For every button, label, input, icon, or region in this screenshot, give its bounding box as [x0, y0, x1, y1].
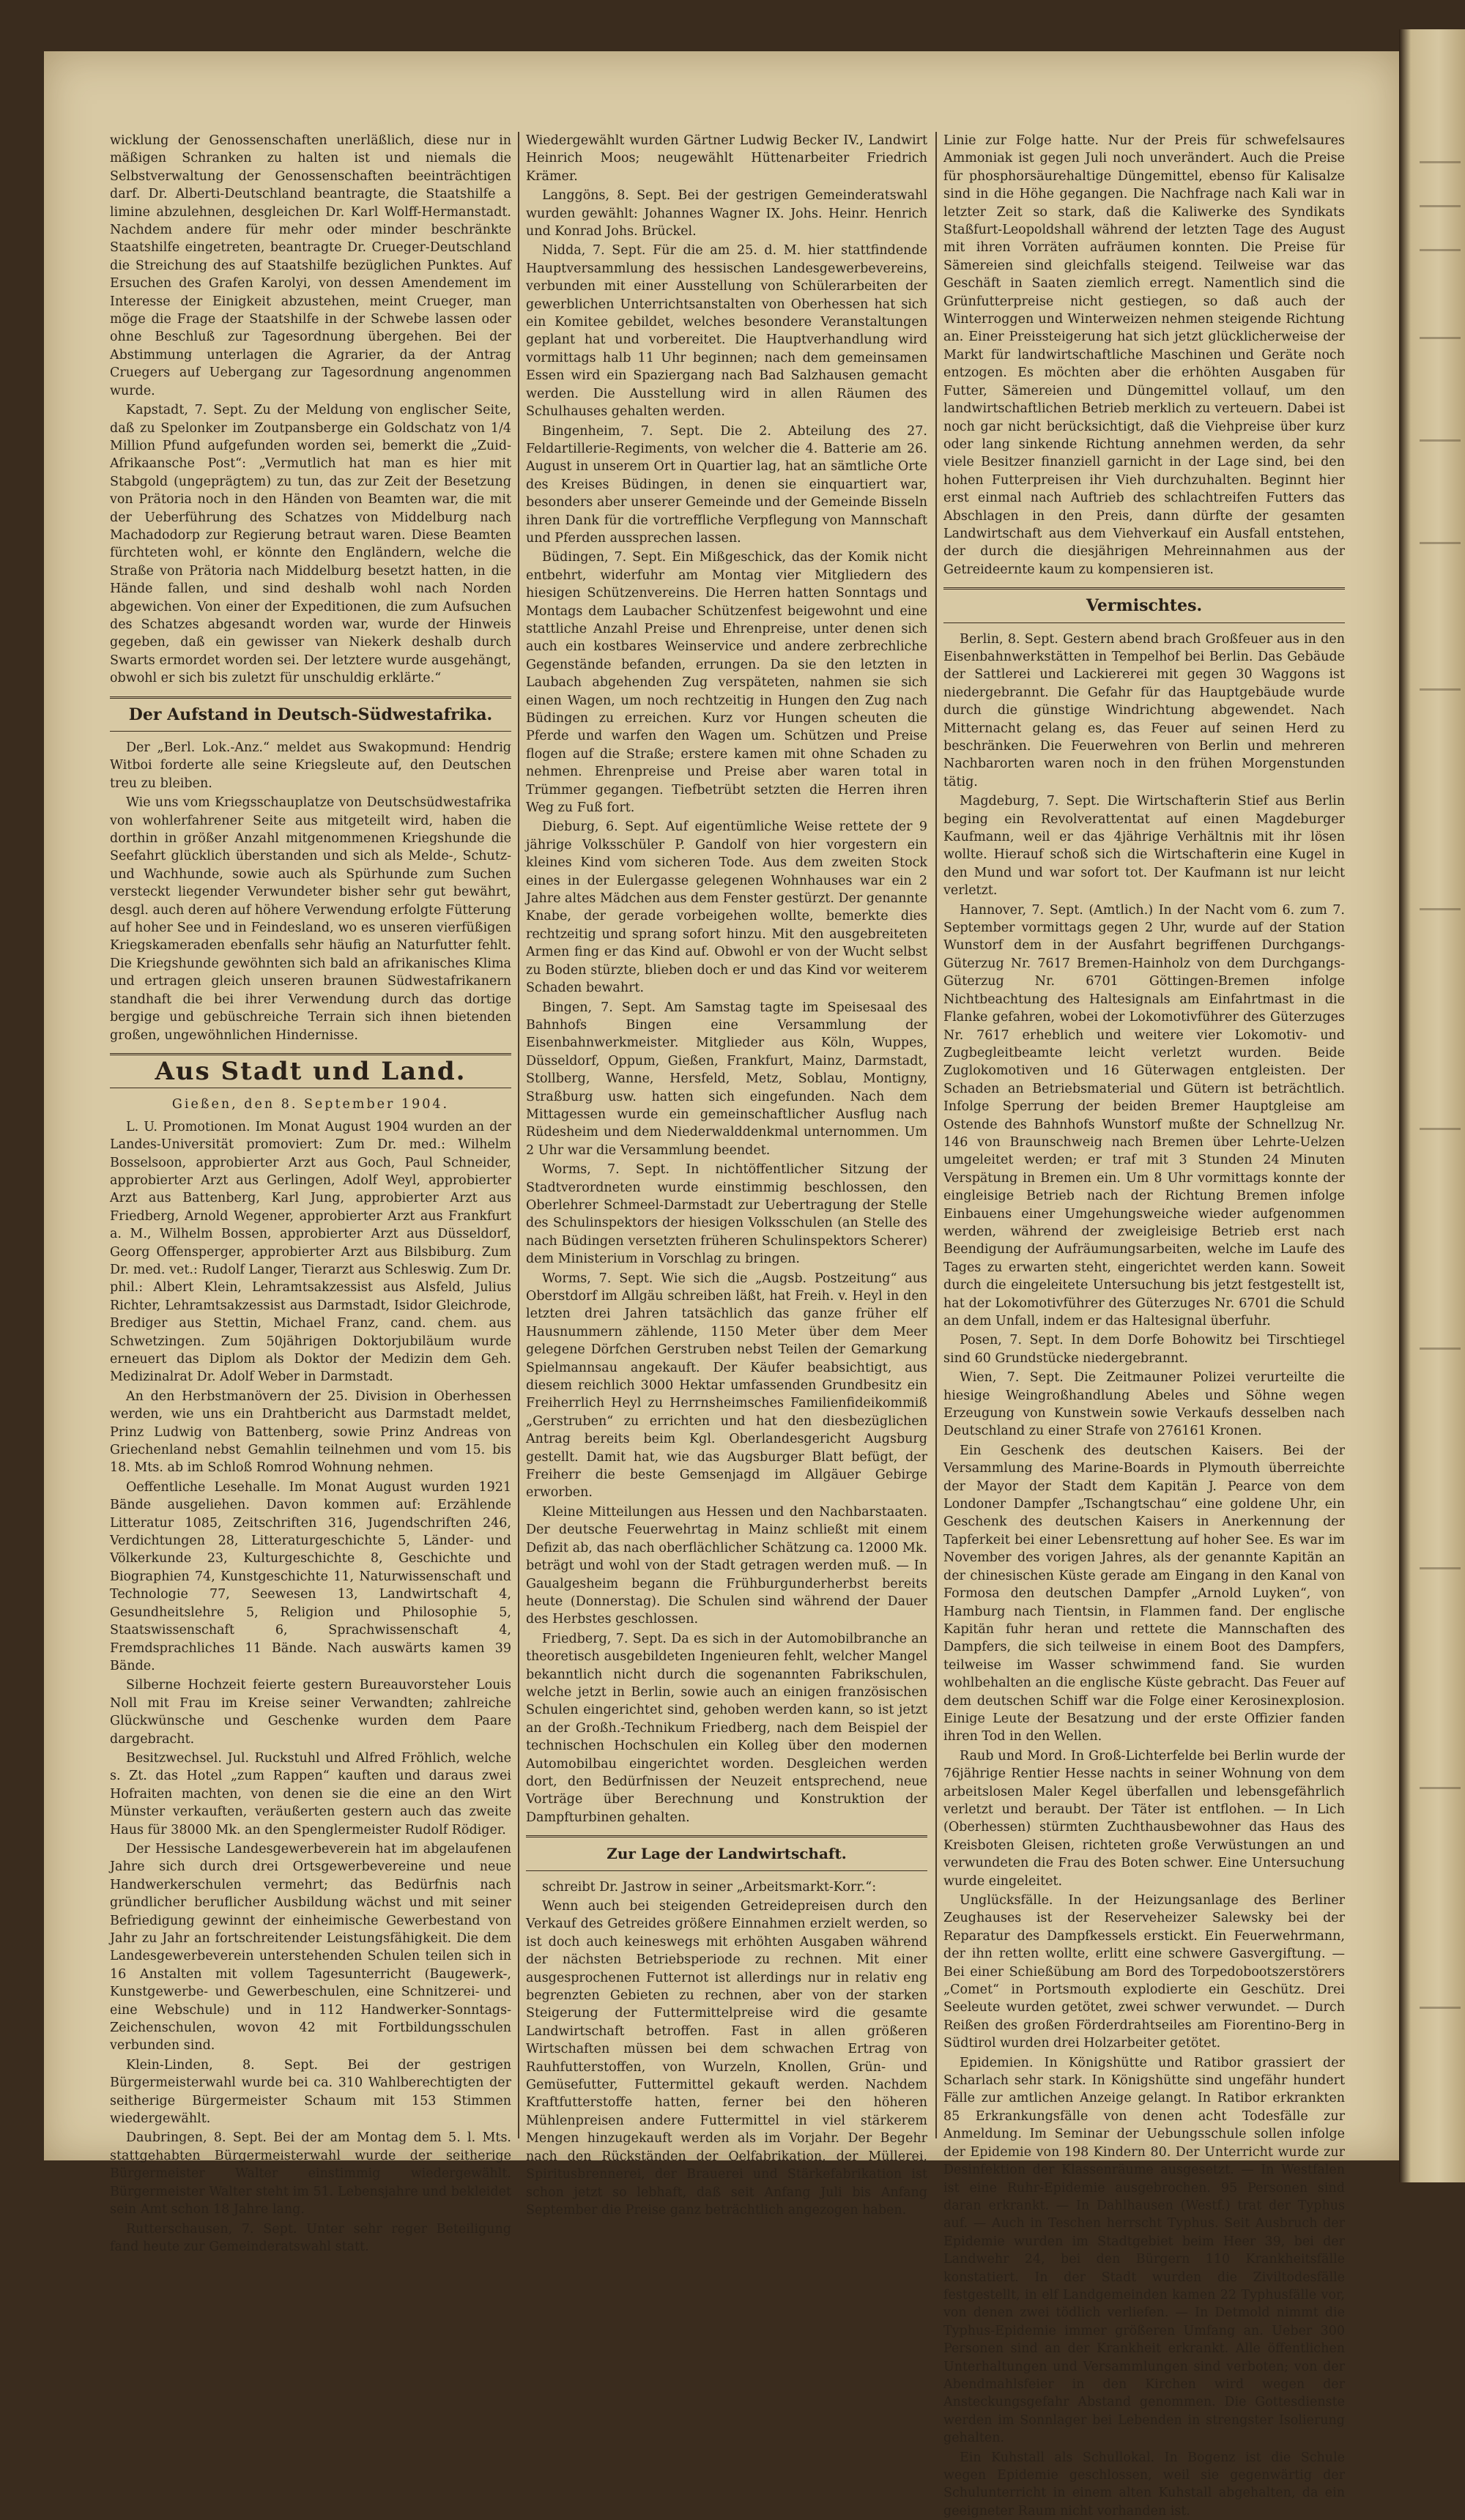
- article-paragraph: Kapstadt, 7. Sept. Zu der Meldung von englischer Seite, daß zu Spelonker im Zoutpansberge ein Goldschatz von 1/4 Million Pfund aufgefunden worden sei, bemerkt die „Zuid-Afrikaansche Post“: „Vermutlich hat man es hier mit Stabgold (ungeprägtem) zu tun, das zur Zeit der Besetzung von Prätoria noch in den Händen von Beamten war, die mit der Ueberführung des Schatzes von Middelburg nach Machadodorp zur Regierung betraut waren. Diese Beamten fürchteten wohl, er könnte den Engländern, welche die Straße von Prätoria nach Middelburg besetzt hatten, in die Hände fallen, und sind deshalb wohl nach Norden abgewichen. Von einer der Expeditionen, die zum Aufsuchen des Schatzes abgesandt worden war, wurde der Hinweis gegeben, daß ein gewisser van Niekerk deshalb durch Swarts ermordet worden sei. Der letztere wurde ausgehängt, obwohl er sich bis zuletzt für unschuldig erklärte.“: [110, 403, 511, 686]
- article-paragraph: Unglücksfälle. In der Heizungsanlage des Berliner Zeughauses ist der Reserveheizer Salewsky bei der Reparatur des Dampfkessels erstickt. Ein Feuerwehrmann, der ihn retten wollte, erlitt eine schwere Gasvergiftung. — Bei einer Schießübung am Bord des Torpedobootszerstörers „Comet“ in Portsmouth explodierte ein Geschütz. Drei Seeleute wurden getötet, zwei schwer verwundet. — Durch Reißen des großen Förderdrahtseiles am Fiorentino-Berg in Südtirol wurden drei Holzarbeiter getötet.: [943, 1893, 1345, 2051]
- section-heading: Der Aufstand in Deutsch-Südwestafrika.: [110, 696, 511, 732]
- article-paragraph: Oeffentliche Lesehalle. Im Monat August wurden 1921 Bände ausgeliehen. Davon kommen auf: Erzählende Litteratur 1085, Zeitschriften 316, Jugendschriften 246, Verdichtungen 28, Litteraturgeschichte 5, Länder- und Völkerkunde 23, Kulturgeschichte 8, Geschichte und Biographien 74, Kunstgeschichte 11, Naturwissenschaft und Technologie 77, Seewesen 13, Landwirtschaft 4, Gesundheitslehre 5, Religion und Philosophie 5, Staatswissenschaft 6, Sprachwissenschaft 4, Fremdsprachliches 11 Bände. Nach auswärts kamen 39 Bände.: [110, 1479, 511, 1673]
- section-heading: Zur Lage der Landwirtschaft.: [526, 1835, 927, 1870]
- article-paragraph: Bingen, 7. Sept. Am Samstag tagte im Speisesaal des Bahnhofs Bingen eine Versammlung der Eisenbahnwerkmeister. Mitglieder aus Köln, Wuppes, Düsseldorf, Oppum, Gießen, Frankfurt, Mainz, Darmstadt, Stollberg, Wanne, Hersfeld, Metz, Soblau, Montigny, Straßburg usw. hatten sich eingefunden. Nach dem Mittagessen wurde ein gemeinschaftlicher Ausflug nach Rüdesheim und dem Niederwalddenkmal unternommen. Um 2 Uhr war die Versammlung beendet.: [526, 1000, 927, 1158]
- article-paragraph: Berlin, 8. Sept. Gestern abend brach Großfeuer aus in den Eisenbahnwerkstätten in Tempelhof bei Berlin. Das Gebäude der Sattlerei und Lackiererei mit gegen 30 Waggons ist niedergebrannt. Die Gefahr für das Hauptgebäude wurde durch die günstige Windrichtung abgewendet. Nach Mitternacht gelang es, das Feuer auf seinen Herd zu beschränken. Die Feuerwehren von Berlin und mehreren Nachbarorten waren noch in den frühen Morgenstunden tätig.: [943, 631, 1345, 789]
- article-paragraph: Rutterschausen, 7. Sept. Unter sehr reger Beteiligung fand heute zur Gemeinderatswahl statt.: [110, 2221, 511, 2254]
- article-paragraph: Linie zur Folge hatte. Nur der Preis für schwefelsaures Ammoniak ist gegen Juli noch unverändert. Auch die Preise für phosphorsäurehaltige Düngemittel, ebenso für Kalisalze sind in die Höhe gegangen. Die Nachfrage nach Kali war in letzter Zeit so stark, daß die Kaliwerke des Syndikats Staßfurt-Leopoldshall während der letzten Tage des August mit ihren Vorräten aufräumen konnten. Die Preise für Sämereien sind gleichfalls steigend. Teilweise war das Geschäft in Saaten ziemlich erregt. Namentlich sind die Grünfutterpreise nicht gestiegen, so daß auch der Winterroggen und Winterweizen nehmen steigende Richtung an. Einer Preissteigerung hat sich jetzt glücklicherweise der Markt für landwirtschaftliche Maschinen und Geräte noch entzogen. Es möchten aber die erhöhten Ausgaben für Futter, Sämereien und Düngemittel vollauf, um den landwirtschaftlichen Betrieb merklich zu verteuern. Dabei ist noch gar nicht berücksichtigt, daß die Viehpreise über kurz oder lang sinkende Richtung annehmen werden, da sehr viele Besitzer finanziell garnicht in der Lage sind, bei den hohen Futterpreisen ihr Vieh durchzuhalten. Beginnt hier erst einmal nach Auftrieb des schlachtreifen Futters das Abschlagen in den Preis, dann dürfte der gesamten Landwirtschaft aus dem Viehverkauf ein Ausfall entstehen, der durch die diesjährigen Mehreinnahmen aus der Getreideernte kaum zu kompensieren ist.: [943, 133, 1345, 577]
- article-paragraph: Epidemien. In Königshütte und Ratibor grassiert der Scharlach sehr stark. In Königshütte sind ungefähr hundert Fälle zur amtlichen Anzeige gelangt. In Ratibor erkrankten 85 Erkrankungsfälle von denen acht Todesfälle zur Anmeldung. Im Seminar der Uebungsschule sollen infolge der Epidemie von 198 Kindern 80. Der Unterricht wurde zur Desinfektion der Klassenräume ausgesetzt. — In Westfalen ist eine Ruhr-Epidemie ausgebrochen. 95 Personen sind daran erkrankt. — In Dahlhausen (Westf.) trat der Typhus auf. — Auch in Teschen herrscht Typhus. Seit Ausbruch der Epidemie wurden im Stadtgebiet beim Heer 39, bei der Landwehr 24, bei den Bürgern 110 Krankheitsfälle konstatiert. In der Stadt wurden die Ziviltodesfälle festgestellt, in elf Landgemeinden kamen 22 Typhusfälle vor, von denen zwei tödlich verliefen. — In Detmold nimmt die Typhus-Epidemie immer größeren Umfang an. Ueber 300 Personen sind an der Krankheit erkrankt. Alle öffentlichen Unterhaltungen und Versammlungen sind verboten; von der Abendmahlsfeier in den Kirchen wird wegen der Ansteckungsgefahr Abstand genommen. Die Gottesdienste werden im Sonnlager bei Lebenden in strengster Isolierung gehalten.: [943, 2055, 1345, 2446]
- article-paragraph: Klein-Linden, 8. Sept. Bei der gestrigen Bürgermeisterwahl wurde bei ca. 310 Wahlberechtigten der seitherige Bürgermeister Schaum mit 153 Stimmen wiedergewählt.: [110, 2057, 511, 2127]
- article-paragraph: An den Herbstmanövern der 25. Division in Oberhessen werden, wie uns ein Drahtbericht aus Darmstadt meldet, Prinz Ludwig von Battenberg, sowie Prinz Andreas von Griechenland nebst Gemahlin teilnehmen und vom 15. bis 18. Mts. ab im Schloß Romrod Wohnung nehmen.: [110, 1389, 511, 1476]
- dateline: Gießen, den 8. September 1904.: [171, 1097, 450, 1112]
- article-paragraph: Ein Kuhstall als Schullokal. In Bogenz ist die Schule wegen Epidemie geschlossen, weil sie gegenwärtig der Schulunterricht in einem alten Kuhstall abgehalten, da ein geeigneter Raum nicht vorhanden ist.: [943, 2450, 1345, 2519]
- column-divider: [935, 132, 937, 2138]
- article-paragraph: Der Hessische Landesgewerbeverein hat im abgelaufenen Jahre sich durch drei Ortsgewerbevereine und neue Handwerkerschulen vermehrt; das Bedürfnis nach gründlicher beruflicher Ausbildung wächst und mit seiner Befriedigung gewinnt der einheimische Gewerbestand von Jahr zu Jahr an fortschreitender Leistungsfähigkeit. Die dem Landesgewerbeverein unterstehenden Schulen teilen sich in 16 Anstalten mit vollem Tagesunterricht (Baugewerk-, Kunstgewerbe- und Gewerbeschulen, eine Schnitzerei- und eine Webschule) und in 112 Handwerker-Sonntags-Zeichenschulen, wovon 42 mit Fortbildungsschulen verbunden sind.: [110, 1841, 511, 2053]
- adjacent-page-edge: [1399, 29, 1465, 2182]
- article-paragraph: Dieburg, 6. Sept. Auf eigentümliche Weise rettete der 9 jährige Volksschüler P. Gandolf von hier vorgestern ein kleines Kind vom sicheren Tode. Aus dem zweiten Stock eines in der Eulergasse gelegenen Wohnhauses war ein 2 Jahre altes Mädchen aus dem Fenster gestürzt. Der genannte Knabe, der gerade vorbeigehen wollte, bemerkte dies rechtzeitig und sprang sofort hinzu. Mit den ausgebreiteten Armen fing er das Kind auf. Obwohl er von der Wucht selbst zu Boden stürzte, blieben doch er und das Kind vor weiterem Schaden bewahrt.: [526, 819, 927, 996]
- article-paragraph: schreibt Dr. Jastrow in seiner „Arbeitsmarkt-Korr.“:: [542, 1879, 877, 1895]
- article-paragraph: Worms, 7. Sept. In nichtöffentlicher Sitzung der Stadtverordneten wurde einstimmig beschlossen, den Oberlehrer Schmeel-Darmstadt zur Uebertragung der Stelle des Schulinspektors der hiesigen Volksschulen (an Stelle des nach Büdingen versetzten früheren Schulinspektors Scherer) dem Ministerium in Vorschlag zu bringen.: [526, 1162, 927, 1267]
- article-paragraph: wicklung der Genossenschaften unerläßlich, diese nur in mäßigen Schranken zu halten ist und niemals die Selbstverwaltung der Genossenschaften beeinträchtigen darf. Dr. Alberti-Deutschland beantragte, die Staatshilfe a limine abzulehnen, desgleichen Dr. Karl Wolff-Hermanstadt. Nachdem andere für mehr oder minder beschränkte Staatshilfe eingetreten, beantragte Dr. Crueger-Deutschland die Streichung des auf Staatshilfe bezüglichen Punktes. Auf Ersuchen des Grafen Karolyi, von dessen Amendement im Interesse der Einigkeit abzustehen, meint Crueger, man möge die Frage der Staatshilfe in der Schwebe lassen oder ohne Beschluß zur Tagesordnung übergehen. Bei der Abstimmung unterlagen die Agrarier, da der Antrag Cruegers auf Uebergang zur Tagesordnung angenommen wurde.: [110, 133, 511, 398]
- article-paragraph: Silberne Hochzeit feierte gestern Bureauvorsteher Louis Noll mit Frau im Kreise seiner Verwandten; zahlreiche Glückwünsche und Geschenke wurden dem Paare dargebracht.: [110, 1678, 511, 1747]
- section-heading: Vermischtes.: [943, 587, 1345, 622]
- column-divider: [518, 132, 519, 2138]
- article-paragraph: Kleine Mitteilungen aus Hessen und den Nachbarstaaten. Der deutsche Feuerwehrtag in Mainz schließt mit einem Defizit ab, das nach oberflächlicher Schätzung ca. 12000 Mk. beträgt und wohl von der Stadt getragen werden muß. — In Gaualgesheim begann die Frühburgunderherbst bereits heute (Donnerstag). Die Schulen sind während der Dauer des Herbstes geschlossen.: [526, 1504, 927, 1627]
- column-middle: [526, 132, 927, 2218]
- article-paragraph: Nidda, 7. Sept. Für die am 25. d. M. hier stattfindende Hauptversammlung des hessischen Landesgewerbevereins, verbunden mit einer Ausstellung von Schülerarbeiten der gewerblichen Unterrichtsanstalten von Oberhessen hat sich ein Komitee gebildet, welches besondere Veranstaltungen geplant hat und vorbereitet. Die Hauptverhandlung wird vormittags halb 11 Uhr beginnen; nach dem gemeinsamen Essen wird ein Spaziergang nach Bad Salzhausen gemacht werden. Die Ausstellung wird in allen Räumen des Schulhauses gehalten werden.: [526, 243, 927, 420]
- article-paragraph: Besitzwechsel. Jul. Ruckstuhl und Alfred Fröhlich, welche s. Zt. das Hotel „zum Rappen“ kauften und daraus zwei Hofraiten machten, von denen sie die eine an den Wirt Münster verkauften, veräußerten gestern auch das zweite Haus für 38000 Mk. an den Spenglermeister Rudolf Rödiger.: [110, 1750, 511, 1837]
- article-paragraph: Wien, 7. Sept. Die Zeitmauner Polizei verurteilte die hiesige Weingroßhandlung Abeles und Söhne wegen Erzeugung von Kunstwein sowie Verkaufs desselben nach Deutschland zu einer Strafe von 276161 Kronen.: [943, 1370, 1345, 1439]
- article-paragraph: Raub und Mord. In Groß-Lichterfelde bei Berlin wurde der 76jährige Rentier Hesse nachts in seiner Wohnung von dem arbeitslosen Maler Kegel überfallen und lebensgefährlich verletzt und beraubt. Der Täter ist entflohen. — In Lich (Oberhessen) stürmten Zuchthausbewohner das Haus des Kreisboten Gleisen, richteten große Verwüstungen an und verwundeten die Frau des Boten schwer. Eine Untersuchung wurde eingeleitet.: [943, 1748, 1345, 1889]
- article-paragraph: L. U. Promotionen. Im Monat August 1904 wurden an der Landes-Universität promoviert: Zum Dr. med.: Wilhelm Bosselsoon, approbierter Arzt aus Goch, Paul Schneider, approbierter Arzt aus Gerlingen, Adolf Weyl, approbierter Arzt aus Battenberg, Karl Jung, approbierter Arzt aus Friedberg, Arnold Wegener, approbierter Arzt aus Frankfurt a. M., Wilhelm Bossen, approbierter Arzt aus Düsseldorf, Georg Offensperger, approbierter Arzt aus Bilsbiburg. Zum Dr. med. vet.: Rudolf Langer, Tierarzt aus Schleswig. Zum Dr. phil.: Albert Klein, Lehramtsakzessist aus Alsfeld, Julius Richter, Lehramtsakzessist aus Darmstadt, Isidor Gleichrode, Brediger aus Stettin, Michael Franz, cand. chem. aus Schwetzingen. Zum 50jährigen Doktorjubiläum wurde erneuert das Diplom als Doktor der Medizin dem Geh. Medizinalrat Dr. Adolf Weber in Darmstadt.: [110, 1119, 511, 1385]
- column-left: [110, 132, 511, 2254]
- article-paragraph: Friedberg, 7. Sept. Da es sich in der Automobilbranche an theoretisch ausgebildeten Ingenieuren fehlt, welcher Mangel bekanntlich nicht durch die sogenannten Fabrikschulen, welche jetzt in Berlin, sowie auch an einigen französischen Schulen eingerichtet sind, gehoben werden kann, so ist jetzt an der Großh.-Technikum Friedberg, nach dem Beispiel der technischen Hochschulen ein Kolleg über den modernen Automobilbau eingerichtet worden. Desgleichen werden dort, den Bedürfnissen der Neuzeit entsprechend, neue Vorträge über Berechnung und Konstruktion der Dampfturbinen gehalten.: [526, 1631, 927, 1825]
- article-paragraph: Ein Geschenk des deutschen Kaisers. Bei der Versammlung des Marine-Boards in Plymouth überreichte der Mayor der Stadt dem Kapitän J. Pearce von dem Londoner Dampfer „Tschangtschau“ eine goldene Uhr, ein Geschenk des deutschen Kaisers in Anerkennung der Tapferkeit bei einer Lebensrettung auf hoher See. Es war im November des vorigen Jahres, als der genannte Kapitän an der chinesischen Küste gerade am Eingang in den Kanal von Formosa den deutschen Dampfer „Arnold Luyken“, von Hamburg nach Tientsin, in Flammen fand. Der englische Kapitän fuhr heran und rettete die Mannschaften des Dampfers, die sich teilweise in einem Boot des Dampfers, teilweise im Wasser schwimmend fand. Sie wurden wohlbehalten an die englische Küste gebracht. Das Feuer auf dem deutschen Schiff war die Folge einer Kerosinexplosion. Einige Leute der Besatzung und der erste Offizier fanden ihren Tod in den Wellen.: [943, 1443, 1345, 1744]
- article-paragraph: Hannover, 7. Sept. (Amtlich.) In der Nacht vom 6. zum 7. September vormittags gegen 2 Uhr, wurde auf der Station Wunstorf dem in der Ausfahrt begriffenen Durchgangs-Güterzug Nr. 7617 Bremen-Hainholz von dem Durchgangs-Güterzug Nr. 6701 Göttingen-Bremen infolge Nichtbeachtung des Haltesignals am Einfahrtmast in die Flanke gefahren, wobei der Lokomotivführer des Güterzuges Nr. 7617 erheblich und weitere vier Lokomotiv- und Zugbegleitbeamte leicht verletzt wurden. Beide Zuglokomotiven und 16 Güterwagen entgleisten. Der Schaden an Betriebsmaterial und Gütern ist beträchtlich. Infolge Sperrung der beiden Bremer Hauptgleise am Ostende des Bahnhofs Wunstorf mußte der Schnellzug Nr. 146 von Braunschweig nach Bremen über Lehrte-Uelzen umgeleitet werden; er traf mit 3 Stunden 24 Minuten Verspätung in Bremen ein. Um 8 Uhr vormittags konnte der eingleisige Betrieb nach der Richtung Bremen infolge Einbauens einer Umgehungsweiche wieder aufgenommen werden, während der zweigleisige Betrieb erst nach Beendigung der Aufräumungsarbeiten, welche im Laufe des Tages zu erwarten steht, eingerichtet werden kann. Soweit durch die eingeleitete Untersuchung bis jetzt festgestellt ist, hat der Lokomotivführer des Güterzuges Nr. 6701 die Schuld an dem Unfall, indem er das Haltesignal überfuhr.: [943, 902, 1345, 1328]
- article-paragraph: Wie uns vom Kriegsschauplatze von Deutschsüdwestafrika von wohlerfahrener Seite aus mitgeteilt wird, haben die dorthin in größer Anzahl mitgenommenen Kriegshunde die Seefahrt glücklich überstanden und sich als Melde-, Schutz- und Wachhunde, sowie auch als Spürhunde zum Suchen versteckt liegender Verwundeter bisher sehr gut bewährt, desgl. auch deren auf höhere Verwendung erfolgte Fütterung auf hoher See und in Feindesland, wo es unseren vierfüßigen Kriegskameraden ebenfalls sehr häufig an Naturfutter fehlt. Die Kriegshunde gewöhnten sich bald an afrikanisches Klima und ertragen gleich unseren braunen Südwestafrikanern standhaft die bei ihrer Verwendung durch das dortige bergige und gebüschreiche Terrain sich ihnen bietenden großen, ungewöhnlichen Hindernisse.: [110, 795, 511, 1043]
- article-paragraph: Der „Berl. Lok.-Anz.“ meldet aus Swakopmund: Hendrig Witboi forderte alle seine Kriegsleute auf, den Deutschen treu zu bleiben.: [110, 740, 511, 791]
- article-paragraph: Wiedergewählt wurden Gärtner Ludwig Becker IV., Landwirt Heinrich Moos; neugewählt Hüttenarbeiter Friedrich Krämer.: [526, 133, 927, 184]
- column-right: [943, 132, 1345, 2519]
- article-paragraph: Daubringen, 8. Sept. Bei der am Montag dem 5. l. Mts. stattgehabten Bürgermeisterwahl wurde der seitherige Bürgermeister Walter einstimmig wiedergewählt. Bürgermeister Walter steht im 51. Lebensjahre und bekleidet sein Amt schon 18 Jahre lang.: [110, 2130, 511, 2218]
- article-paragraph: Wenn auch bei steigenden Getreidepreisen durch den Verkauf des Getreides größere Einnahmen erzielt werden, so ist doch auch keineswegs mit erhöhten Ausgaben während der nächsten Betriebsperiode zu rechnen. Mit einer ausgesprochenen Futternot ist allerdings nur in relativ eng begrenzten Gebieten zu rechnen, aber von der starken Steigerung der Futtermittelpreise wird die gesamte Landwirtschaft betroffen. Fast in allen größeren Wirtschaften müssen bei dem schwachen Ertrag von Rauhfutterstoffen, von Wurzeln, Knollen, Grün- und Gemüsefutter, Futtermittel gekauft werden. Nachdem Kraftfutterstoffe hatten, ferner bei den höheren Mühlenpreisen andere Futtermittel in viel stärkerem Mengen hinzugekauft werden als im Vorjahr. Der Begehr nach den Rückständen der Oelfabrikation, der Müllerei, Spiritusbrennerei, der Brauerei und Stärkefabrikation ist schon jetzt so lebhaft, daß seit Anfang Juli bis Anfang September die Preise ganz beträchtlich angezogen haben.: [526, 1899, 927, 2218]
- article-paragraph: Langgöns, 8. Sept. Bei der gestrigen Gemeinderatswahl wurden gewählt: Johannes Wagner IX. Johs. Heinr. Henrich und Konrad Johs. Brückel.: [526, 188, 927, 239]
- article-paragraph: Büdingen, 7. Sept. Ein Mißgeschick, das der Komik nicht entbehrt, widerfuhr am Montag vier Mitgliedern des hiesigen Schützenvereins. Die Herren hatten Sonntags und Montags dem Laubacher Schützenfest beigewohnt und eine stattliche Anzahl Preise und Ehrenpreise, unter denen sich auch ein kostbares Weinservice und andere zerbrechliche Gegenstände befanden, errungen. Da sie den letzten in Laubach abgehenden Zug verspäteten, nahmen sie sich einen Wagen, um noch rechtzeitig in Hungen den Zug nach Büdingen zu erreichen. Kurz vor Hungen scheuten die Pferde und warfen den Wagen um. Schützen und Preise flogen auf die Straße; erstere kamen mit ohne Schaden zu nehmen. Ehrenpreise und Preise aber waren total in Trümmer gegangen. Tiefbetrübt setzten die Herren ihren Weg zu Fuß fort.: [526, 550, 927, 816]
- article-paragraph: Worms, 7. Sept. Wie sich die „Augsb. Postzeitung“ aus Oberstdorf im Allgäu schreiben läßt, hat Freih. v. Heyl in den letzten drei Jahren tatsächlich das ganze früher elf Hausnummern zählende, 1150 Meter über dem Meer gelegene Dörfchen Gerstruben nebst Teilen der Gemarkung Spielmannsau angekauft. Der Käufer beabsichtigt, aus diesem reichlich 3000 Hektar umfassenden Grundbesitz ein Freiherrlich Heyl zu Herrnsheimsches Familienfideikommiß „Gerstruben“ zu errichten und hat den diesbezüglichen Antrag bereits beim Kgl. Oberlandesgericht Augsburg gestellt. Damit hat, wie das Augsburger Blatt befügt, der Freiherr die beste Gemsenjagd im Allgäuer Gebirge erworben.: [526, 1271, 927, 1501]
- article-paragraph: Magdeburg, 7. Sept. Die Wirtschafterin Stief aus Berlin beging ein Revolverattentat auf einen Magdeburger Kaufmann, weil er das 4jährige Verhältnis mit ihr lösen wollte. Hierauf schoß sich die Wirtschafterin eine Kugel in den Mund und war sofort tot. Der Kaufmann ist nur leicht verletzt.: [943, 794, 1345, 899]
- article-paragraph: Posen, 7. Sept. In dem Dorfe Bohowitz bei Tirschtiegel sind 60 Grundstücke niedergebrannt.: [943, 1333, 1345, 1366]
- article-paragraph: Bingenheim, 7. Sept. Die 2. Abteilung des 27. Feldartillerie-Regiments, von welcher die 4. Batterie am 26. August in unserem Ort in Quartier lag, hat an sämtliche Orte des Kreises Büdingen, in denen sie einquartiert war, besonders aber unserer Gemeinde und der Gemeinde Bisseln ihren Dank für die vortreffliche Verpflegung von Mannschaft und Pferden aussprechen lassen.: [526, 423, 927, 546]
- section-heading: Aus Stadt und Land.: [110, 1053, 511, 1088]
